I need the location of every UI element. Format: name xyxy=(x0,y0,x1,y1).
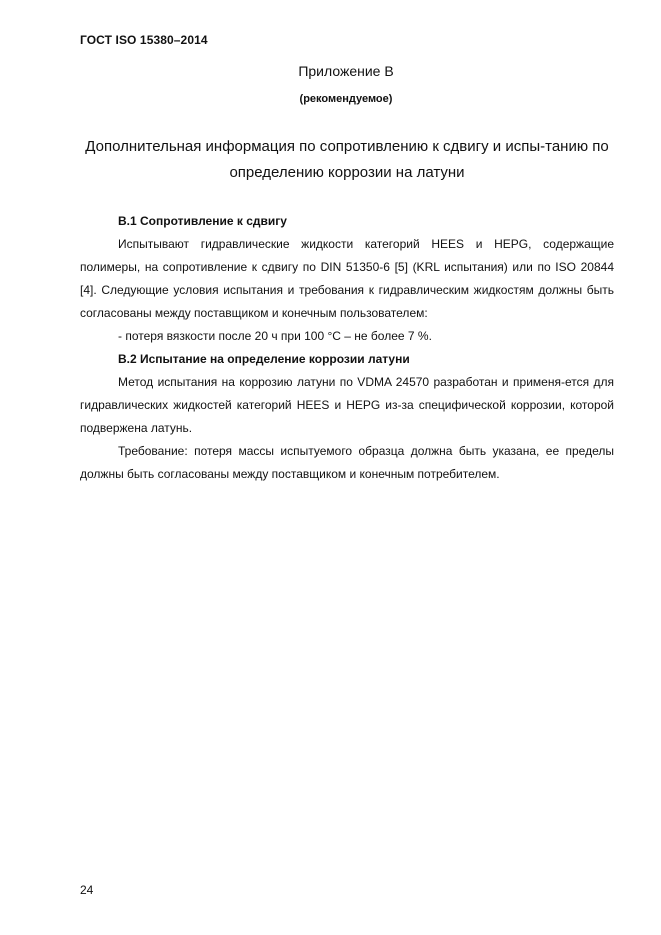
section-b2-paragraph-1: Метод испытания на коррозию латуни по VDMA 24570 разработан и применя-ется для гидравлических жидкостей категорий HEES и HEPG из-за специфической коррозии, которой подвержена латунь. xyxy=(80,375,614,435)
section-b2-paragraph-2: Требование: потеря массы испытуемого образца должна быть указана, ее пределы должны быть согласованы между поставщиком и конечным потребителем. xyxy=(80,444,614,481)
page-number: 24 xyxy=(80,883,94,897)
main-title: Дополнительная информация по сопротивлению к сдвигу и испы-танию по определению коррозии на латуни xyxy=(85,138,609,181)
section-b1-paragraph-2: - потеря вязкости после 20 ч при 100 °С – не более 7 %. xyxy=(118,329,432,343)
appendix-title: Приложение В xyxy=(298,63,394,79)
standard-code: ГОСТ ISO 15380–2014 xyxy=(80,33,208,47)
body-text xyxy=(80,210,614,486)
appendix-type: (рекомендуемое) xyxy=(299,93,393,105)
section-heading-b2: В.2 Испытание на определение коррозии латуни xyxy=(118,352,410,366)
section-heading-b1: В.1 Сопротивление к сдвигу xyxy=(118,214,287,228)
section-b1-paragraph-1: Испытывают гидравлические жидкости категорий HEES и HEPG, содержащие полимеры, на сопротивление к сдвигу по DIN 51350-6 [5] (KRL испытания) или по ISO 20844 [4]. Следующие условия испытания и требования к гидравлическим жидкостям должны быть согласованы между поставщиком и конечным пользователем: xyxy=(80,237,614,320)
